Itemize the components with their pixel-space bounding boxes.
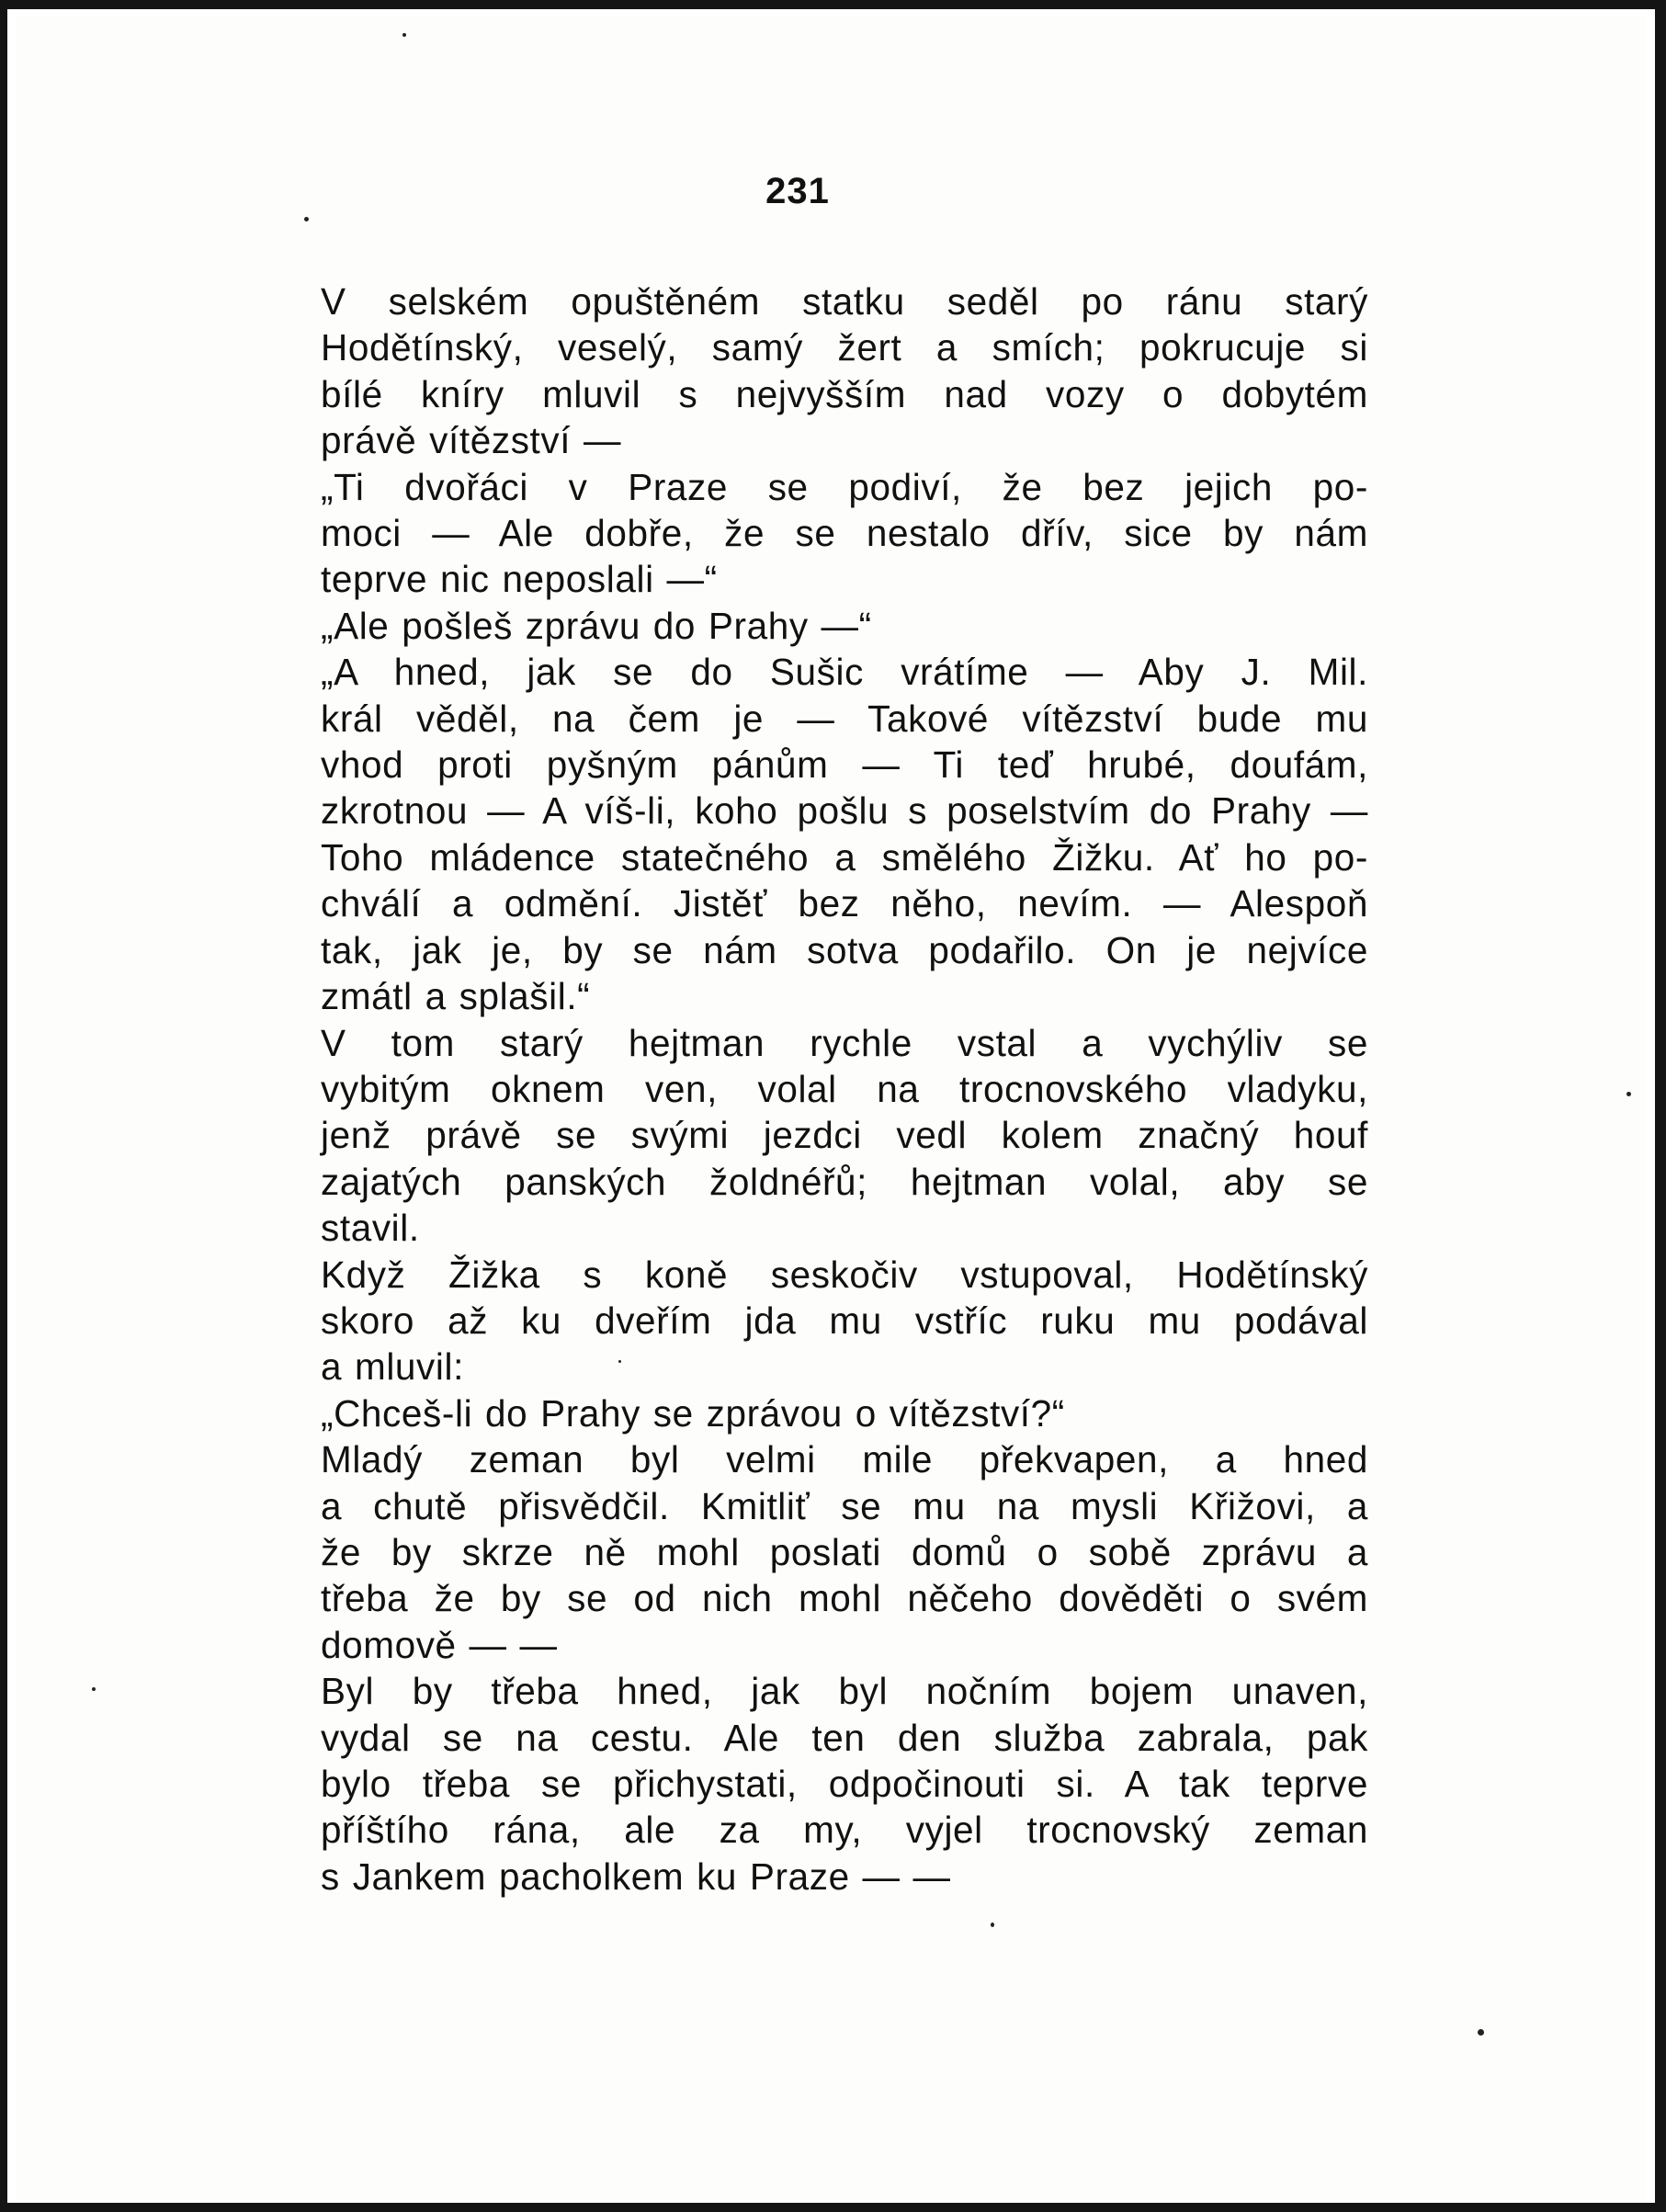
paragraph (221, 464, 1368, 603)
paragraph (221, 603, 1368, 649)
text-line: „Ti dvořáci v Praze se podiví, že bez jejich po- (321, 465, 1368, 508)
text-line: třeba že by se od nich mohl něčeho dověděti o svém (321, 1577, 1368, 1620)
text-line: Mladý zeman byl velmi mile překvapen, a hned (321, 1438, 1368, 1481)
text-line: právě vítězství — (321, 419, 622, 462)
text-line: s Jankem pacholkem ku Praze — — (321, 1855, 951, 1898)
text-line: Byl by třeba hned, jak byl nočním bojem unaven, (321, 1670, 1368, 1713)
text-line: bylo třeba se přichystati, odpočinouti si. A tak teprve (321, 1763, 1368, 1805)
paragraph (221, 1390, 1368, 1436)
text-line: a chutě přisvědčil. Kmitliť se mu na mysli Křižovi, a (321, 1484, 1368, 1527)
text-line: V selském opuštěném statku seděl po ránu starý (321, 280, 1368, 323)
scan-speck (991, 1923, 994, 1927)
scan-speck (1626, 1092, 1631, 1096)
book-page (17, 17, 1645, 2200)
paragraph (221, 1436, 1368, 1668)
paragraph (221, 1668, 1368, 1900)
text-line: vybitým oknem ven, volal na trocnovského vladyku, (321, 1067, 1368, 1110)
paragraph (221, 649, 1368, 1019)
text-line: „Chceš-li do Prahy se zprávou o vítězství?“ (321, 1391, 1065, 1435)
text-line: „Ale pošleš zprávu do Prahy —“ (321, 604, 872, 647)
text-line: chválí a odmění. Jistěť bez něho, nevím. — Alespoň (321, 882, 1368, 925)
text-line: tak, jak je, by se nám sotva podařilo. On je nejvíce (321, 928, 1368, 971)
text-line: Když Žižka s koně seskočiv vstupoval, Hodětínský (321, 1253, 1368, 1296)
text-line: zkrotnou — A víš-li, koho pošlu s poselstvím do Prahy — (321, 789, 1368, 833)
text-line: vydal se na cestu. Ale ten den služba zabrala, pak (321, 1716, 1368, 1759)
paragraph (221, 278, 1368, 464)
scan-speck (1478, 2029, 1484, 2036)
text-line: jenž právě se svými jezdci vedl kolem značný houf (321, 1114, 1368, 1157)
text-line: V tom starý hejtman rychle vstal a vychýliv se (321, 1021, 1368, 1064)
paragraph (221, 1252, 1368, 1390)
text-line: vhod proti pyšným pánům — Ti teď hrubé, doufám, (321, 743, 1368, 787)
scan-speck (618, 1360, 621, 1363)
text-line: domově — — (321, 1623, 558, 1666)
text-line: příštího rána, ale za my, vyjel trocnovský zeman (321, 1809, 1368, 1852)
scan-speck (304, 217, 309, 221)
body-text (221, 278, 1368, 1900)
text-line: „A hned, jak se do Sušic vrátíme — Aby J. Mil. (321, 651, 1368, 694)
text-line: že by skrze ně mohl poslati domů o sobě zprávu a (321, 1530, 1368, 1573)
text-line: teprve nic neposlali —“ (321, 558, 718, 601)
text-line: Hodětínský, veselý, samý žert a smích; pokrucuje si (321, 326, 1368, 369)
text-line: bílé kníry mluvil s nejvyšším nad vozy o dobytém (321, 372, 1368, 415)
paragraph (221, 1020, 1368, 1252)
page-number: 231 (765, 171, 830, 211)
scan-speck (402, 33, 406, 37)
text-line: král věděl, na čem je — Takové vítězství bude mu (321, 697, 1368, 740)
text-line: moci — Ale dobře, že se nestalo dřív, sice by nám (321, 512, 1368, 555)
text-line: zajatých panských žoldnéřů; hejtman volal, aby se (321, 1160, 1368, 1203)
scan-speck (92, 1687, 96, 1691)
text-line: a mluvil: (321, 1345, 464, 1389)
text-line: skoro až ku dveřím jda mu vstříc ruku mu podával (321, 1299, 1368, 1342)
text-line: zmátl a splašil.“ (321, 975, 591, 1018)
text-line: Toho mládence statečného a smělého Žižku. Ať ho po- (321, 835, 1368, 879)
text-line: stavil. (321, 1207, 420, 1250)
